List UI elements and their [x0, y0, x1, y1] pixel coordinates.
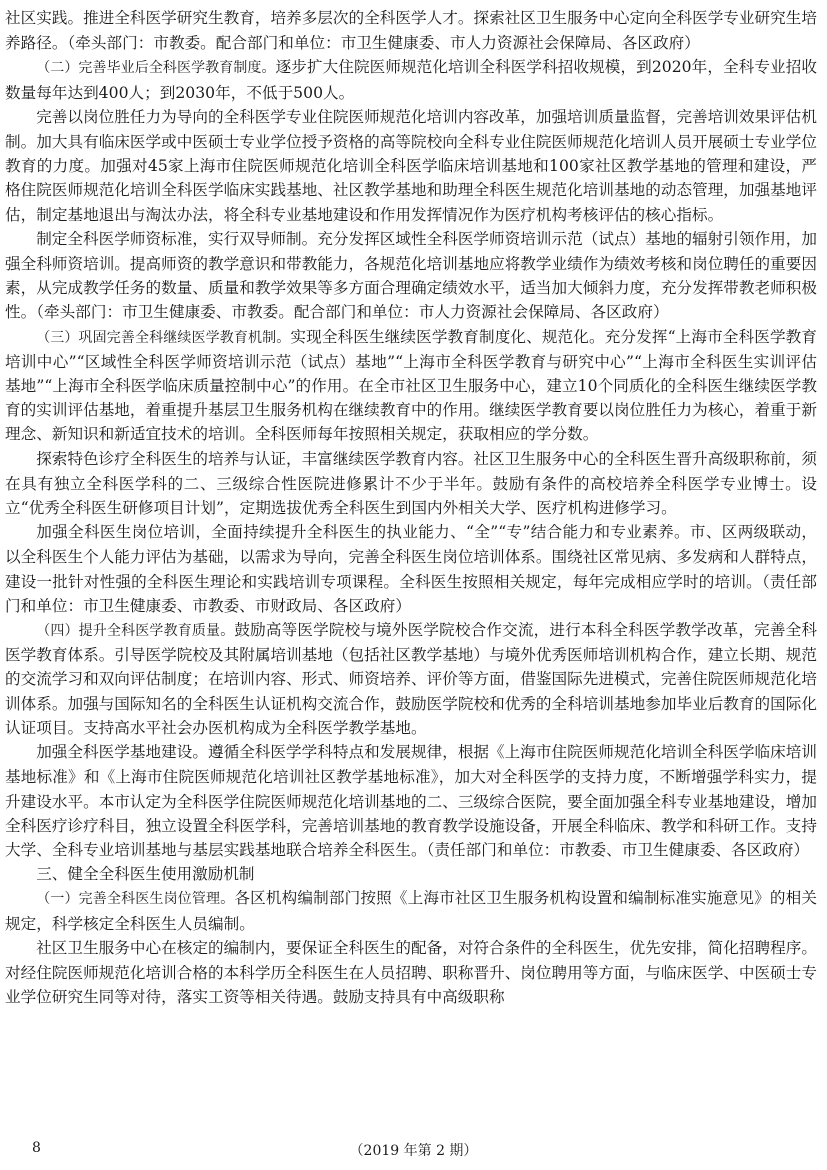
section-heading: 三、健全全科医生使用激励机制: [36, 865, 255, 884]
paragraph-lead: （二）完善毕业后全科医学教育制度。: [36, 60, 276, 77]
paragraph: [5, 325, 817, 447]
paragraph-text: 社区卫生服务中心在核定的编制内，要保证全科医生的配备，对符合条件的全科医生，优先安排，简化招聘程序。对经住院医师规范化培训合格的本科学历全科医生在人员招聘、职称晋升、岗位聘用等方面，与临床医学、中医硕士专业学位研究生同等对待，落实工资等相关待遇。鼓励支持具有中高级职称: [5, 938, 817, 1007]
paragraph-text: 探索特色诊疗全科医生的培养与认证，丰富继续医学教育内容。社区卫生服务中心的全科医生晋升高级职称前，须在具有独立全科医学科的二、三级综合性医院进修累计不少于半年。鼓励有条件的高校培养全科医学专业博士。设立“优秀全科医生研修项目计划”，定期选拔优秀全科医生到国内外相关大学、医疗机构进修学习。: [5, 449, 817, 518]
paragraph: [5, 618, 817, 740]
paragraph-text: 鼓励高等医学院校与境外医学院校合作交流，进行本科全科医学教学改革，完善全科医学教育体系。引导医学院校及其附属培训基地（包括社区教学基地）与境外优秀医师培训机构合作，建立长期、规范的交流学习和双向评估制度；在培训内容、形式、师资培养、评价等方面，借鉴国际先进模式，完善住院医师规范化培训体系。加强与国际知名的全科医生认证机构交流合作，鼓励医学院校和优秀的全科培训基地参加毕业后教育的国际化认证项目。支持高水平社会办医机构成为全科医学教学基地。: [5, 621, 817, 737]
document-page: [5, 6, 817, 1136]
paragraph-text: 加强全科医生岗位培训，全面持续提升全科医生的执业能力、“全”“专”结合能力和专业素养。市、区两级联动，以全科医生个人能力评估为基础，以需求为导向，完善全科医生岗位培训体系。围绕社区常见病、多发病和人群特点，建设一批针对性强的全科医生理论和实践培训专项课程。全科医生按照相关规定，每年完成相应学时的培训。（责任部门和单位：市卫生健康委、市教委、市财政局、各区政府）: [5, 523, 817, 615]
paragraph-text: 完善以岗位胜任力为导向的全科医学专业住院医师规范化培训内容改革，加强培训质量监督，完善培训效果评估机制。加大具有临床医学或中医硕士专业学位授予资格的高等院校向全科专业住院医师规范化培训人员开展硕士专业学位教育的力度。加强对45家上海市住院医师规范化培训全科医学临床培训基地和100家社区教学基地的管理和建设，严格住院医师规范化培训全科医学临床实践基地、社区教学基地和助理全科医生规范化培训基地的动态管理，加强基地评估，制定基地退出与淘汰办法，将全科专业基地建设和作用发挥情况作为医疗机构考核评估的核心指标。: [5, 107, 817, 224]
paragraph: [5, 886, 817, 935]
paragraph-lead: （四）提升全科医学教育质量。: [36, 623, 235, 640]
paragraph: [5, 447, 817, 521]
paragraph: [5, 520, 817, 618]
paragraph: [5, 55, 817, 104]
paragraph-text: 制定全科医学师资标准，实行双导师制。充分发挥区域性全科医学师资培训示范（试点）基地的辐射引领作用，加强全科师资培训。提高师资的教学意识和带教能力，各规范化培训基地应将教学业绩作为绩效考核和岗位聘任的重要因素，从完成教学任务的数量、质量和教学效果等多方面合理确定绩效水平，适当加大倾斜力度，充分发挥带教老师积极性。（牵头部门：市卫生健康委、市教委。配合部门和单位：市人力资源社会保障局、各区政府）: [5, 229, 817, 322]
paragraph-text: 加强全科医学基地建设。遵循全科医学学科特点和发展规律，根据《上海市住院医师规范化培训全科医学临床培训基地标准》和《上海市住院医师规范化培训社区教学基地标准》，加大对全科医学的支持力度，不断增强学科实力，提升建设水平。本市认定为全科医学住院医师规范化培训基地的二、三级综合医院，要全面加强全科专业基地建设，增加全科医疗诊疗科目，独立设置全科医学科，完善培训基地的教育教学设施设备，开展全科临床、教学和科研工作。支持大学、全科专业培训基地与基层实践基地联合培养全科医生。（责任部门和单位：市教委、市卫生健康委、各区政府）: [5, 743, 817, 859]
paragraph-text: 逐步扩大住院医师规范化培训全科医学科招收规模，到2020年，全科专业招收数量每年达到400人；到2030年，不低于500人。: [5, 58, 817, 102]
page-number: 8: [32, 1140, 41, 1156]
issue-label: （2019 年第 2 期）: [349, 1143, 478, 1159]
page-footer: [0, 1140, 827, 1164]
paragraph-lead: （一）完善全科医生岗位管理。: [36, 891, 235, 908]
paragraph: [5, 105, 817, 227]
paragraph-lead: （三）巩固完善全科继续医学教育机制。: [36, 329, 291, 346]
paragraph-text: 各区机构编制部门按照《上海市社区卫生服务机构设置和编制标准实施意见》的相关规定，科学核定全科医生人员编制。: [5, 889, 817, 933]
paragraph-text: 社区实践。推进全科医学研究生教育，培养多层次的全科医学人才。探索社区卫生服务中心定向全科医学专业研究生培养路径。（牵头部门：市教委。配合部门和单位：市卫生健康委、市人力资源社会保障局、各区政府）: [5, 9, 817, 53]
paragraph: [5, 936, 817, 1010]
paragraph: [5, 227, 817, 325]
paragraph: [5, 740, 817, 862]
paragraph-text: 实现全科医生继续医学教育制度化、规范化。充分发挥“上海市全科医学教育培训中心”“区域性全科医学师资培训示范（试点）基地”“上海市全科医学教育与研究中心”“上海市全科医生实训评估基地”“上海市全科医学临床质量控制中心”的作用。在全市社区卫生服务中心，建立10个同质化的全科医生继续医学教育的实训评估基地，着重提升基层卫生服务机构在继续教育中的作用。继续医学教育要以岗位胜任力为核心，着重于新理念、新知识和新适宜技术的培训。全科医师每年按照相关规定，获取相应的学分数。: [5, 327, 818, 444]
paragraph: [5, 6, 817, 55]
